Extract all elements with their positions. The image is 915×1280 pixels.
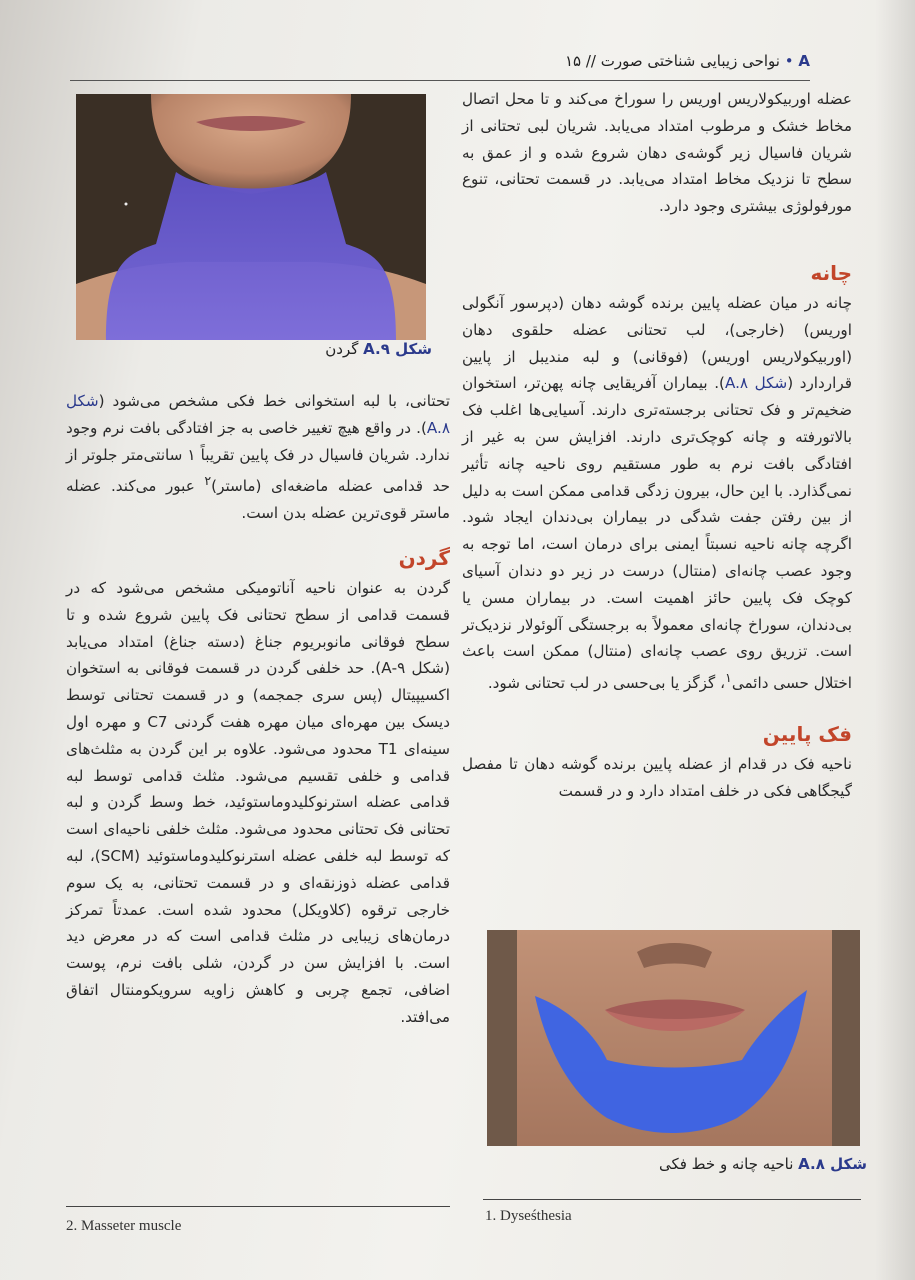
figure-chin-caption-text: ناحیه چانه و خط فکی <box>658 1155 794 1173</box>
header-separator: • <box>784 52 794 70</box>
chin-heading: چانه <box>810 261 852 285</box>
left-column <box>66 388 450 1031</box>
figure-chin-label: شکل A.۸ <box>798 1155 867 1173</box>
figure-ref-a8: شکل A.۸ <box>724 374 788 393</box>
page-number: // ۱۵ <box>564 52 596 70</box>
right-column <box>462 86 852 805</box>
mandible-heading: فک پایین <box>762 722 852 747</box>
page-binding-shadow <box>875 0 915 1280</box>
footnote-dysesthesia: 1. Dyseśthesia <box>485 1208 572 1224</box>
neck-illustration <box>76 94 426 340</box>
mandible-continuation-paragraph: تحتانی، با لبه استخوانی خط فکی مشخص می‌شود (شکل A.۸). در واقع هیچ تغییر خاصی به جز افتادگی بافت نرم وجود ندارد. شریان فاسیال در فک پایین تقریباً ۱ سانتی‌متر جلوتر از حد قدامی عضله ماضغه‌ای (ماستر)$^۲$ عبور می‌کند. عضله ماستر قوی‌ترین عضله بدن است. <box>66 392 451 523</box>
header-title: نواحی زیبایی شناختی صورت <box>600 52 780 70</box>
figure-neck-caption-text: گردن <box>325 340 359 358</box>
footnote-rule-left <box>66 1206 450 1207</box>
neck-heading: گردن <box>398 546 450 571</box>
section-letter: A <box>798 52 810 70</box>
chin-jawline-illustration <box>487 930 860 1146</box>
footnote-marker-1: ۱ <box>725 670 732 686</box>
figure-neck-label: شکل A.۹ <box>363 340 432 358</box>
footnote-rule-right <box>483 1199 861 1200</box>
figure-ref-a9: ۹-A <box>381 659 406 678</box>
figure-chin-caption <box>487 1155 867 1173</box>
chin-paragraph: چانه در میان عضله پایین برنده گوشه دهان (دپرسور آنگولی اوریس) (خارجی)، لب تحتانی عضله حلقوی دهان (اوربیکولاریس اوریس) (فوقانی) و لبه مندیبل از پایین قراردارد (شکل A.۸). بیماران آفریقایی چانه پهن‌تر، استخوان ضخیم‌تر و فک تحتانی برجسته‌تری دارند. آسیایی‌ها اغلب فک بالاتورفته و چانه کوچک‌تری دارند. افزایش سن به غیر از افتادگی بافت نرم به طور مستقیم روی ناحیه چانه تأثیر نمی‌گذارد. با این حال، بیرون زدگی قدامی ممکن است به دلیل از بین رفتن جفت شدگی در بیماران بی‌دندان ایجاد شود. اگرچه چانه ناحیه نسبتاً ایمنی برای درمان است، اما توجه به وجود عصب چانه‌ای (منتال) درست در زیر دو دندان آسیای کوچک فک پایین حائز اهمیت است. در بیماران مسن یا بی‌دندان، سوراخ چانه‌ای معمولاً به برجستگی آلوئولار نزدیک‌تر است. تزریق روی عصب چانه‌ای (منتال) ممکن است باعث اختلال حسی دائمی$^۱$، گزگز یا بی‌حسی در لب تحتانی شود. <box>462 294 852 693</box>
mandible-paragraph: ناحیه فک در قدام از عضله پایین برنده گوشه دهان تا مفصل گیجگاهی فکی در خلف امتداد دارد و در قسمت <box>462 755 852 800</box>
neck-paragraph: گردن به عنوان ناحیه آناتومیکی مشخص می‌شود که در قسمت قدامی از سطح تحتانی فک پایین شروع شده و تا سطح فوقانی مانوبریوم جناغ (دسته جناغ) امتداد می‌یابد (شکل ۹-A). حد خلفی گردن در قسمت فوقانی به استخوان اکسیپیتال (پس سری جمجمه) و در قسمت تحتانی توسط دیسک بین مهره‌ای میان مهره هفت گردنی C7 و مهره اول سینه‌ای T1 محدود می‌شود. علاوه بر این گردن به مثلث‌های قدامی و خلفی تقسیم می‌شود. مثلث قدامی توسط لبه قدامی عضله استرنوکلیدوماستوئید، خط وسط گردن و لبه تحتانی فک تحتانی محدود می‌شود. مثلث خلفی ناحیه‌ای است که توسط لبه خلفی عضله استرنوکلیدوماستوئید (SCM)، لبه قدامی عضله ذوزنقه‌ای و در قسمت تحتانی، به یک سوم خارجی ترقوه (کلاویکل) محدود شده است. عمدتاً تمرکز درمان‌های زیبایی در مثلث قدامی است که در معرض دید است. با افزایش سن در گردن، شلی بافت نرم، پوست اضافی، تجمع چربی و کاهش زاویه سرویکومنتال اتفاق می‌افتد. <box>66 579 451 1026</box>
header-rule <box>70 80 810 81</box>
figure-neck-caption <box>76 340 432 358</box>
running-header <box>70 52 810 78</box>
footnote-masseter: 2. Masseter muscle <box>66 1218 182 1234</box>
footnote-marker-2: ۲ <box>204 473 212 489</box>
figure-ref-a8-left: شکل A.۸ <box>66 392 450 437</box>
lip-continuation-paragraph: عضله اوربیکولاریس اوریس را سوراخ می‌کند و تا محل اتصال مخاط خشک و مرطوب امتداد می‌یابد. شریان لبی تحتانی از شریان فاسیال زیر گوشه‌ی دهان شروع شده و از عمق به سطح تا نزدیک مخاط امتداد می‌یابد. در قسمت تحتانی، تنوع مورفولوژی بیشتری وجود دارد. <box>462 90 852 216</box>
figure-neck-image <box>76 94 426 340</box>
figure-chin-image <box>487 930 860 1146</box>
